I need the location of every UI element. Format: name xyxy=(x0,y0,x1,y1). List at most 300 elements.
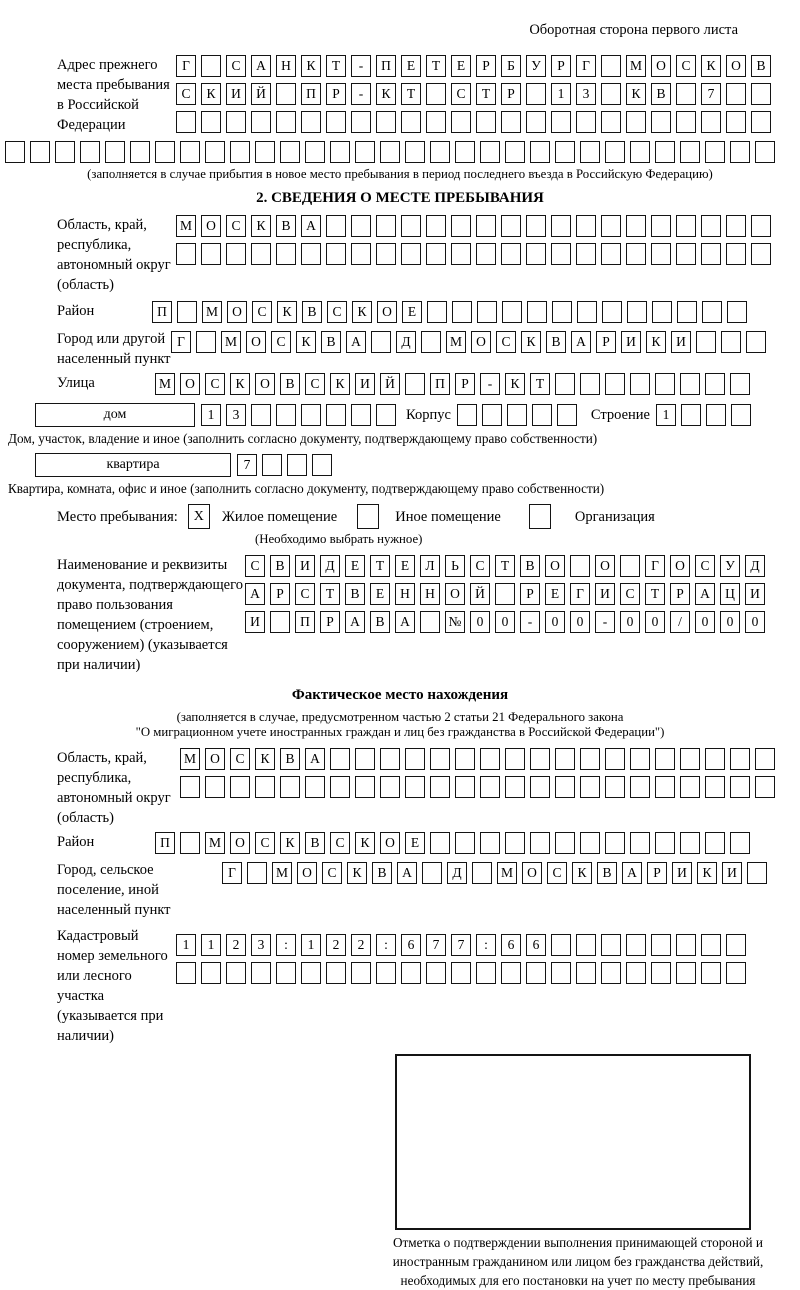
char-cell xyxy=(605,373,625,395)
char-cell: 0 xyxy=(745,611,765,633)
char-cell: Н xyxy=(395,583,415,605)
char-cell xyxy=(380,141,400,163)
char-cell xyxy=(680,748,700,770)
char-cell: С xyxy=(547,862,567,884)
char-cell xyxy=(130,141,150,163)
cadastral-label: Кадастровый номер земельного или лесного участка (указывается при наличии) xyxy=(57,928,168,1044)
char-cell xyxy=(351,962,371,984)
actual-district-label: Район xyxy=(57,834,95,850)
char-cell: А xyxy=(397,862,417,884)
char-cell xyxy=(570,555,590,577)
char-cell: Т xyxy=(320,583,340,605)
char-cell xyxy=(430,141,450,163)
char-cell xyxy=(251,962,271,984)
region-label: Область, край, республика, автономный округ (область) xyxy=(57,217,171,293)
char-cell xyxy=(580,776,600,798)
char-cell: Д xyxy=(447,862,467,884)
char-cell xyxy=(601,934,621,956)
section2-title: 2. СВЕДЕНИЯ О МЕСТЕ ПРЕБЫВАНИЯ xyxy=(256,190,544,206)
char-cell: С xyxy=(295,583,315,605)
char-cell xyxy=(726,111,746,133)
char-cell: 1 xyxy=(656,404,676,426)
house-note: Дом, участок, владение и иное (заполнить согласно документу, подтверждающему право собственности) xyxy=(8,431,598,446)
char-cell xyxy=(705,373,725,395)
char-cell xyxy=(626,934,646,956)
char-cell: К xyxy=(330,373,350,395)
char-cell xyxy=(681,404,701,426)
char-cell xyxy=(505,832,525,854)
char-cell xyxy=(557,404,577,426)
region-grid xyxy=(176,215,771,265)
char-cell: Е xyxy=(345,555,365,577)
char-cell xyxy=(555,776,575,798)
char-cell xyxy=(501,962,521,984)
char-cell xyxy=(705,776,725,798)
actual-region-label: Область, край, республика, автономный округ (область) xyxy=(57,750,171,826)
actual-region-block xyxy=(0,748,800,828)
char-cell xyxy=(730,373,750,395)
char-cell xyxy=(355,748,375,770)
char-cell xyxy=(730,748,750,770)
char-cell: К xyxy=(355,832,375,854)
char-cell xyxy=(551,215,571,237)
char-cell xyxy=(527,301,547,323)
char-cell: О xyxy=(377,301,397,323)
char-cell: В xyxy=(270,555,290,577)
char-cell: Т xyxy=(370,555,390,577)
char-row xyxy=(222,862,767,884)
char-cell xyxy=(430,776,450,798)
document-block xyxy=(0,555,800,675)
char-cell xyxy=(727,301,747,323)
char-cell xyxy=(247,862,267,884)
char-cell xyxy=(226,111,246,133)
char-cell: П xyxy=(430,373,450,395)
char-cell xyxy=(626,243,646,265)
char-cell: О xyxy=(522,862,542,884)
prev-address-block xyxy=(0,55,800,135)
char-cell xyxy=(380,776,400,798)
char-cell: С xyxy=(470,555,490,577)
char-row xyxy=(155,373,750,395)
char-cell: К xyxy=(352,301,372,323)
char-cell xyxy=(176,962,196,984)
char-cell xyxy=(726,83,746,105)
char-cell xyxy=(476,243,496,265)
char-cell: 3 xyxy=(226,404,246,426)
char-cell: С xyxy=(230,748,250,770)
char-cell: С xyxy=(226,215,246,237)
char-cell: Р xyxy=(520,583,540,605)
char-cell: Р xyxy=(270,583,290,605)
stay-note: (Необходимо выбрать нужное) xyxy=(255,532,423,546)
stay-row xyxy=(57,504,800,529)
char-cell xyxy=(676,243,696,265)
char-cell xyxy=(480,832,500,854)
char-cell xyxy=(551,934,571,956)
char-cell: А xyxy=(695,583,715,605)
char-cell xyxy=(680,832,700,854)
apartment-note: Квартира, комната, офис и иное (заполнить согласно документу, подтверждающему право собственности) xyxy=(8,481,605,496)
char-cell: С xyxy=(176,83,196,105)
char-cell: 1 xyxy=(301,934,321,956)
char-cell xyxy=(701,215,721,237)
char-cell xyxy=(401,962,421,984)
char-cell xyxy=(276,111,296,133)
char-cell xyxy=(605,141,625,163)
char-cell: К xyxy=(347,862,367,884)
char-cell xyxy=(455,832,475,854)
char-cell xyxy=(476,111,496,133)
char-cell xyxy=(376,215,396,237)
char-cell: С xyxy=(305,373,325,395)
char-cell xyxy=(426,111,446,133)
char-cell: С xyxy=(620,583,640,605)
char-cell xyxy=(626,962,646,984)
region-block xyxy=(0,215,800,295)
char-cell xyxy=(601,215,621,237)
char-cell xyxy=(251,404,271,426)
char-cell: С xyxy=(245,555,265,577)
char-cell xyxy=(451,215,471,237)
char-cell: 0 xyxy=(645,611,665,633)
char-cell: В xyxy=(546,331,566,353)
char-cell xyxy=(751,243,771,265)
char-row xyxy=(245,555,765,577)
char-cell xyxy=(601,55,621,77)
char-cell: В xyxy=(302,301,322,323)
char-cell xyxy=(205,776,225,798)
stamp-caption: Отметка о подтверждении выполнения принимающей стороной и иностранным гражданином или лицом без гражданства действий, необходимых для его постановки на учет по месту пребывания xyxy=(392,1235,764,1288)
char-cell: О xyxy=(246,331,266,353)
stamp-box xyxy=(395,1054,751,1230)
char-cell: М xyxy=(155,373,175,395)
char-cell xyxy=(351,243,371,265)
char-cell xyxy=(230,776,250,798)
char-cell: 1 xyxy=(176,934,196,956)
char-cell: В xyxy=(597,862,617,884)
stay-option-organization-label: Организация xyxy=(574,508,655,525)
char-cell xyxy=(696,331,716,353)
char-cell xyxy=(580,748,600,770)
actual-settlement-block xyxy=(0,860,800,920)
char-cell: Р xyxy=(476,55,496,77)
char-cell xyxy=(401,243,421,265)
char-cell: Е xyxy=(401,55,421,77)
char-cell: М xyxy=(497,862,517,884)
char-cell: Т xyxy=(476,83,496,105)
char-cell: П xyxy=(295,611,315,633)
char-cell xyxy=(730,776,750,798)
char-cell xyxy=(551,111,571,133)
char-cell: - xyxy=(480,373,500,395)
char-cell: М xyxy=(205,832,225,854)
char-cell: И xyxy=(722,862,742,884)
prev-address-full-row xyxy=(5,141,800,163)
char-cell: 0 xyxy=(720,611,740,633)
char-cell xyxy=(180,832,200,854)
char-cell xyxy=(176,111,196,133)
char-cell: С xyxy=(255,832,275,854)
char-cell xyxy=(576,243,596,265)
char-cell xyxy=(176,243,196,265)
apartment-row xyxy=(35,453,800,477)
char-cell: П xyxy=(376,55,396,77)
char-cell: А xyxy=(622,862,642,884)
char-cell: М xyxy=(272,862,292,884)
char-row xyxy=(176,55,771,77)
char-cell: В xyxy=(305,832,325,854)
char-cell xyxy=(376,243,396,265)
char-cell xyxy=(326,215,346,237)
char-cell xyxy=(655,776,675,798)
char-cell xyxy=(630,776,650,798)
char-cell xyxy=(620,555,640,577)
char-cell xyxy=(405,373,425,395)
char-cell: У xyxy=(526,55,546,77)
char-cell: 6 xyxy=(526,934,546,956)
char-cell xyxy=(405,776,425,798)
char-cell: Т xyxy=(530,373,550,395)
house-row xyxy=(35,403,800,427)
char-cell xyxy=(555,373,575,395)
char-cell: С xyxy=(322,862,342,884)
char-cell xyxy=(501,111,521,133)
char-cell xyxy=(455,776,475,798)
char-cell xyxy=(376,404,396,426)
char-row xyxy=(176,243,771,265)
char-cell: Г xyxy=(176,55,196,77)
char-cell: К xyxy=(572,862,592,884)
char-cell: Д xyxy=(396,331,416,353)
char-cell xyxy=(731,404,751,426)
char-cell: О xyxy=(445,583,465,605)
char-row xyxy=(176,962,746,984)
char-cell: И xyxy=(621,331,641,353)
stay-option-other-label: Иное помещение xyxy=(395,508,501,525)
char-cell: - xyxy=(520,611,540,633)
document-grid xyxy=(245,555,765,633)
char-cell: В xyxy=(751,55,771,77)
char-cell xyxy=(726,962,746,984)
char-cell xyxy=(505,141,525,163)
char-cell: И xyxy=(672,862,692,884)
char-row xyxy=(201,404,396,426)
char-cell xyxy=(701,243,721,265)
char-cell: В xyxy=(520,555,540,577)
char-cell: М xyxy=(626,55,646,77)
char-cell xyxy=(55,141,75,163)
char-cell: Д xyxy=(320,555,340,577)
char-cell xyxy=(701,962,721,984)
cadastral-grid xyxy=(176,926,746,984)
actual-district-block xyxy=(0,832,800,854)
char-cell xyxy=(655,832,675,854)
char-cell: К xyxy=(521,331,541,353)
char-cell: К xyxy=(697,862,717,884)
char-cell: О xyxy=(726,55,746,77)
char-cell xyxy=(576,215,596,237)
char-cell xyxy=(702,301,722,323)
char-cell xyxy=(680,141,700,163)
char-cell: Г xyxy=(171,331,191,353)
char-cell xyxy=(577,301,597,323)
char-cell: Й xyxy=(251,83,271,105)
char-cell: : xyxy=(476,934,496,956)
char-cell: С xyxy=(226,55,246,77)
char-cell xyxy=(501,243,521,265)
char-cell: Ц xyxy=(720,583,740,605)
char-cell: У xyxy=(720,555,740,577)
actual-location-note2: "О миграционном учете иностранных граждан и лиц без гражданства в Российской Федерации") xyxy=(135,725,665,739)
char-cell: 7 xyxy=(451,934,471,956)
char-cell: А xyxy=(346,331,366,353)
char-cell xyxy=(452,301,472,323)
char-cell: И xyxy=(595,583,615,605)
char-cell: П xyxy=(152,301,172,323)
char-cell xyxy=(351,215,371,237)
char-cell xyxy=(262,454,282,476)
char-cell xyxy=(80,141,100,163)
char-cell: В xyxy=(280,748,300,770)
char-cell xyxy=(426,215,446,237)
char-cell xyxy=(476,215,496,237)
char-cell: Г xyxy=(576,55,596,77)
char-cell: Р xyxy=(326,83,346,105)
char-cell: В xyxy=(321,331,341,353)
char-row xyxy=(180,776,775,798)
apartment-box: квартира xyxy=(35,453,231,477)
char-cell xyxy=(105,141,125,163)
char-cell: С xyxy=(271,331,291,353)
char-cell xyxy=(601,111,621,133)
char-cell: И xyxy=(745,583,765,605)
char-cell: Р xyxy=(455,373,475,395)
char-cell xyxy=(305,776,325,798)
char-cell xyxy=(526,83,546,105)
char-cell: В xyxy=(280,373,300,395)
char-cell xyxy=(701,934,721,956)
char-cell xyxy=(676,111,696,133)
char-cell: В xyxy=(345,583,365,605)
char-cell: П xyxy=(301,83,321,105)
char-cell: О xyxy=(230,832,250,854)
char-cell xyxy=(651,934,671,956)
char-cell xyxy=(180,776,200,798)
char-cell: О xyxy=(255,373,275,395)
char-cell: О xyxy=(205,748,225,770)
char-cell: И xyxy=(295,555,315,577)
char-cell xyxy=(630,832,650,854)
char-cell: М xyxy=(202,301,222,323)
char-cell xyxy=(430,748,450,770)
char-cell: 1 xyxy=(201,404,221,426)
char-cell: И xyxy=(355,373,375,395)
char-cell: - xyxy=(351,55,371,77)
char-cell: : xyxy=(276,934,296,956)
char-cell: - xyxy=(595,611,615,633)
char-cell xyxy=(276,404,296,426)
char-cell xyxy=(426,83,446,105)
char-cell: А xyxy=(251,55,271,77)
city-block xyxy=(0,329,800,369)
char-cell xyxy=(451,243,471,265)
char-cell xyxy=(627,301,647,323)
char-cell: К xyxy=(251,215,271,237)
char-cell xyxy=(312,454,332,476)
char-cell xyxy=(421,331,441,353)
char-cell: Н xyxy=(420,583,440,605)
char-cell xyxy=(680,776,700,798)
char-cell xyxy=(726,934,746,956)
char-cell xyxy=(430,832,450,854)
char-cell xyxy=(580,141,600,163)
street-label: Улица xyxy=(57,375,95,391)
char-cell xyxy=(301,962,321,984)
char-cell xyxy=(751,111,771,133)
char-cell xyxy=(651,243,671,265)
char-cell: И xyxy=(245,611,265,633)
char-cell xyxy=(276,962,296,984)
char-cell: А xyxy=(395,611,415,633)
char-cell xyxy=(226,243,246,265)
char-cell xyxy=(751,215,771,237)
char-cell xyxy=(472,862,492,884)
char-cell xyxy=(330,141,350,163)
char-cell xyxy=(530,776,550,798)
char-cell xyxy=(501,215,521,237)
char-row xyxy=(180,748,775,770)
char-cell: К xyxy=(201,83,221,105)
char-cell: О xyxy=(380,832,400,854)
char-cell: О xyxy=(545,555,565,577)
char-cell xyxy=(630,141,650,163)
char-cell: Н xyxy=(276,55,296,77)
char-cell xyxy=(630,373,650,395)
char-cell xyxy=(705,748,725,770)
char-cell: А xyxy=(345,611,365,633)
street-block xyxy=(0,373,800,395)
char-cell xyxy=(721,331,741,353)
char-cell xyxy=(552,301,572,323)
stay-checkbox-organization xyxy=(529,504,551,529)
char-cell xyxy=(326,243,346,265)
char-cell: О xyxy=(651,55,671,77)
char-cell xyxy=(177,301,197,323)
char-cell xyxy=(426,243,446,265)
char-cell xyxy=(301,243,321,265)
prev-address-label: Адрес прежнего места пребывания в Российской Федерации xyxy=(57,57,170,133)
char-cell: М xyxy=(176,215,196,237)
char-cell xyxy=(580,373,600,395)
char-cell xyxy=(427,301,447,323)
char-cell: Р xyxy=(670,583,690,605)
stay-option-residential-label: Жилое помещение xyxy=(221,508,338,525)
char-cell: Е xyxy=(370,583,390,605)
char-cell xyxy=(455,748,475,770)
char-row xyxy=(176,215,771,237)
char-cell xyxy=(201,962,221,984)
char-cell xyxy=(205,141,225,163)
char-cell xyxy=(376,111,396,133)
char-cell: И xyxy=(671,331,691,353)
char-cell: С xyxy=(327,301,347,323)
char-cell: Г xyxy=(645,555,665,577)
page-header-note: Оборотная сторона первого листа xyxy=(529,22,738,38)
char-cell: 0 xyxy=(545,611,565,633)
char-cell: / xyxy=(670,611,690,633)
char-cell xyxy=(655,748,675,770)
